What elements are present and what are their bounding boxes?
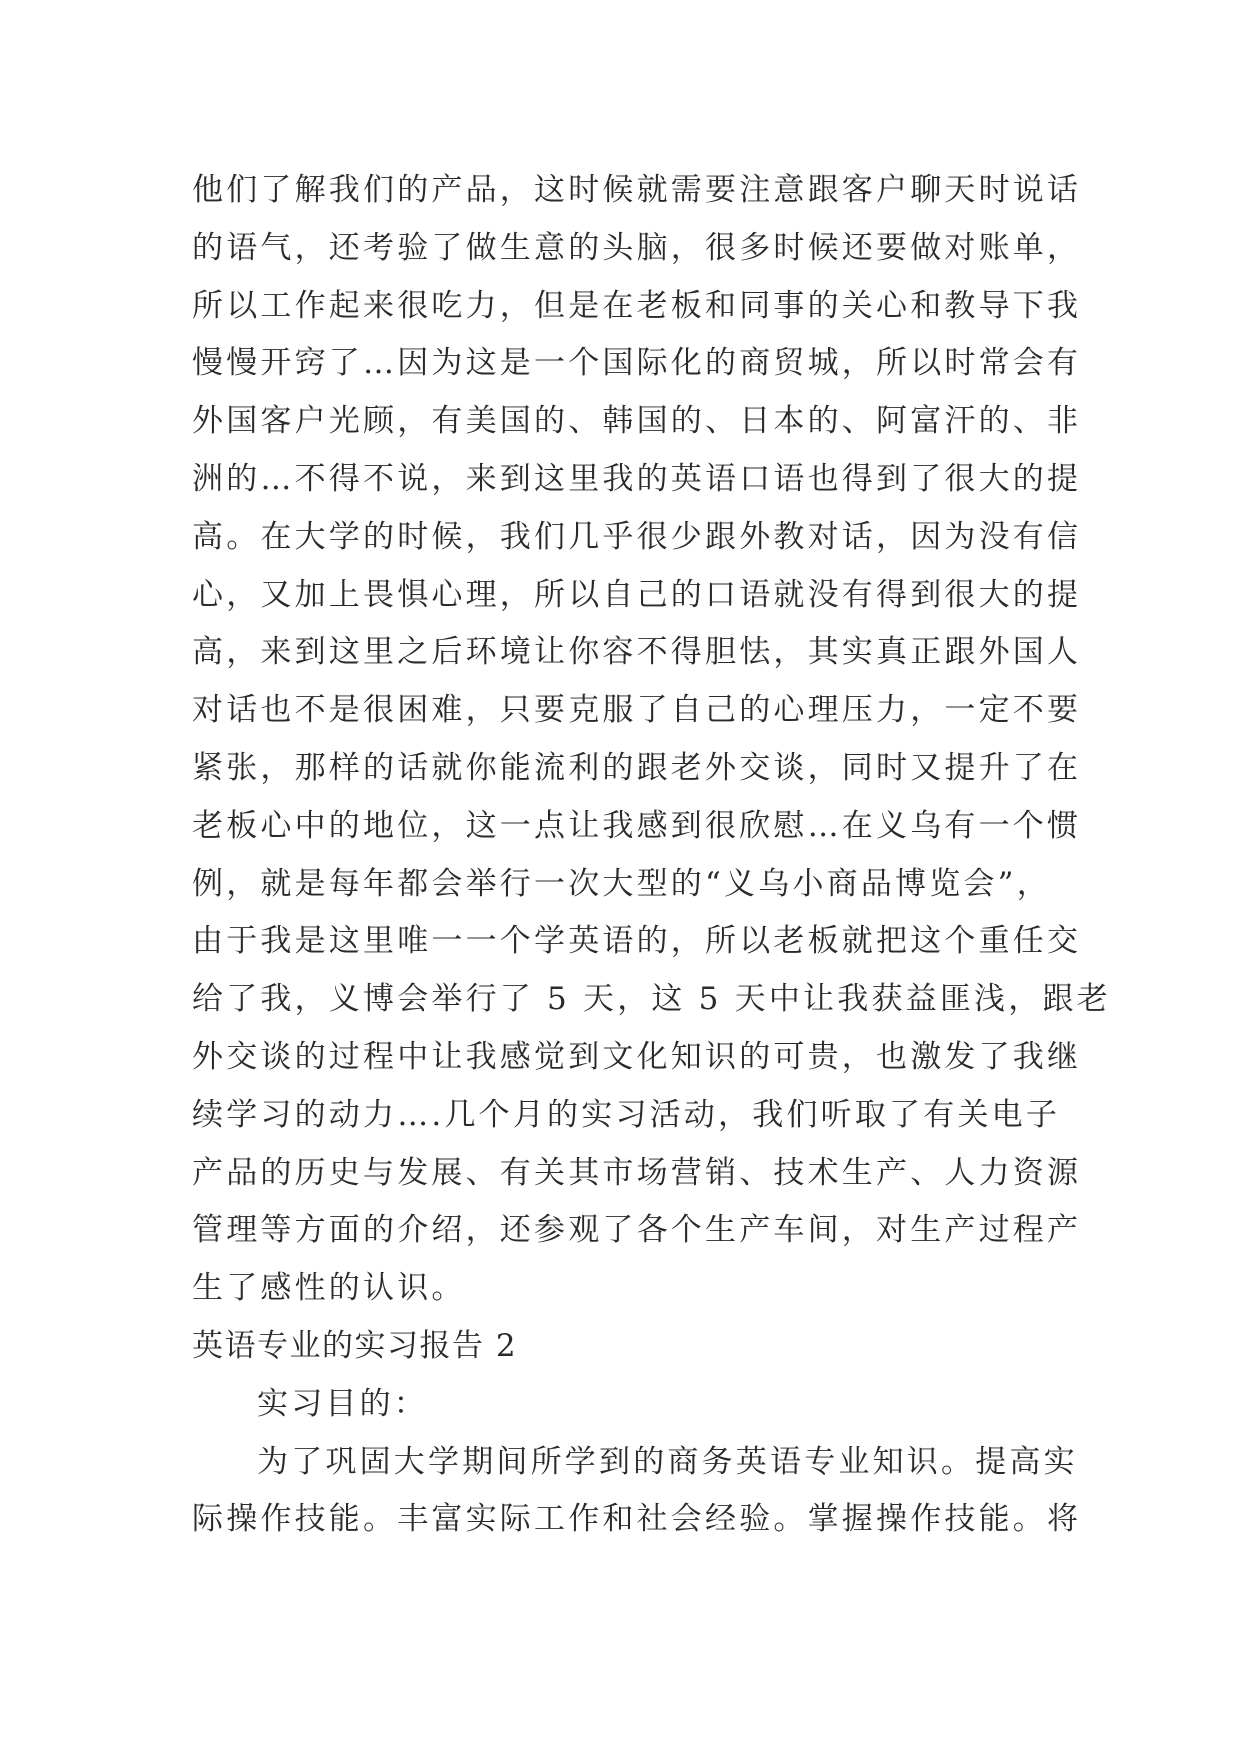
paragraph-line: 他们了解我们的产品，这时候就需要注意跟客户聊天时说话 [192, 172, 1082, 208]
paragraph-line: 高，来到这里之后环境让你容不得胆怯，其实真正跟外国人 [192, 634, 1082, 671]
paragraph-line: 例，就是每年都会举行一次大型的“义乌小商品博览会”， [192, 865, 1051, 902]
paragraph-line: 所以工作起来很吃力，但是在老板和同事的关心和教导下我 [192, 287, 1082, 324]
paragraph-line: 心，又加上畏惧心理，所以自己的口语就没有得到很大的提 [192, 576, 1082, 613]
paragraph-line: 给了我，义博会举行了 5 天，这 5 天中让我获益匪浅，跟老 [192, 981, 1111, 1018]
document-body [192, 162, 1111, 1549]
paragraph-line: 老板心中的地位，这一点让我感到很欣慰…在义乌有一个惯 [192, 807, 1082, 844]
section-title: 英语专业的实习报告 2 [192, 1327, 518, 1364]
paragraph-line: 的语气，还考验了做生意的头脑，很多时候还要做对账单， [192, 229, 1082, 266]
paragraph-line: 生了感性的认识。 [192, 1270, 466, 1307]
paragraph-line: 续学习的动力….几个月的实习活动，我们听取了有关电子 [192, 1096, 1061, 1133]
paragraph-line: 由于我是这里唯一一个学英语的，所以老板就把这个重任交 [192, 923, 1082, 960]
purpose-label: 实习目的： [257, 1385, 428, 1422]
paragraph-line: 外国客户光顾，有美国的、韩国的、日本的、阿富汗的、非 [192, 403, 1082, 440]
paragraph-line: 慢慢开窍了…因为这是一个国际化的商贸城，所以时常会有 [192, 345, 1082, 382]
purpose-line: 为了巩固大学期间所学到的商务英语专业知识。提高实 [257, 1443, 1078, 1480]
paragraph-line: 管理等方面的介绍，还参观了各个生产车间，对生产过程产 [192, 1212, 1082, 1249]
paragraph-line: 洲的…不得不说，来到这里我的英语口语也得到了很大的提 [192, 460, 1082, 497]
paragraph-line: 产品的历史与发展、有关其市场营销、技术生产、人力资源 [192, 1154, 1082, 1191]
paragraph-line: 紧张，那样的话就你能流利的跟老外交谈，同时又提升了在 [192, 749, 1082, 786]
purpose-line: 际操作技能。丰富实际工作和社会经验。掌握操作技能。将 [192, 1501, 1082, 1538]
paragraph-line: 高。在大学的时候，我们几乎很少跟外教对话，因为没有信 [192, 518, 1082, 555]
paragraph-line: 对话也不是很困难，只要克服了自己的心理压力，一定不要 [192, 692, 1082, 729]
paragraph-line: 外交谈的过程中让我感觉到文化知识的可贵，也激发了我继 [192, 1038, 1082, 1075]
